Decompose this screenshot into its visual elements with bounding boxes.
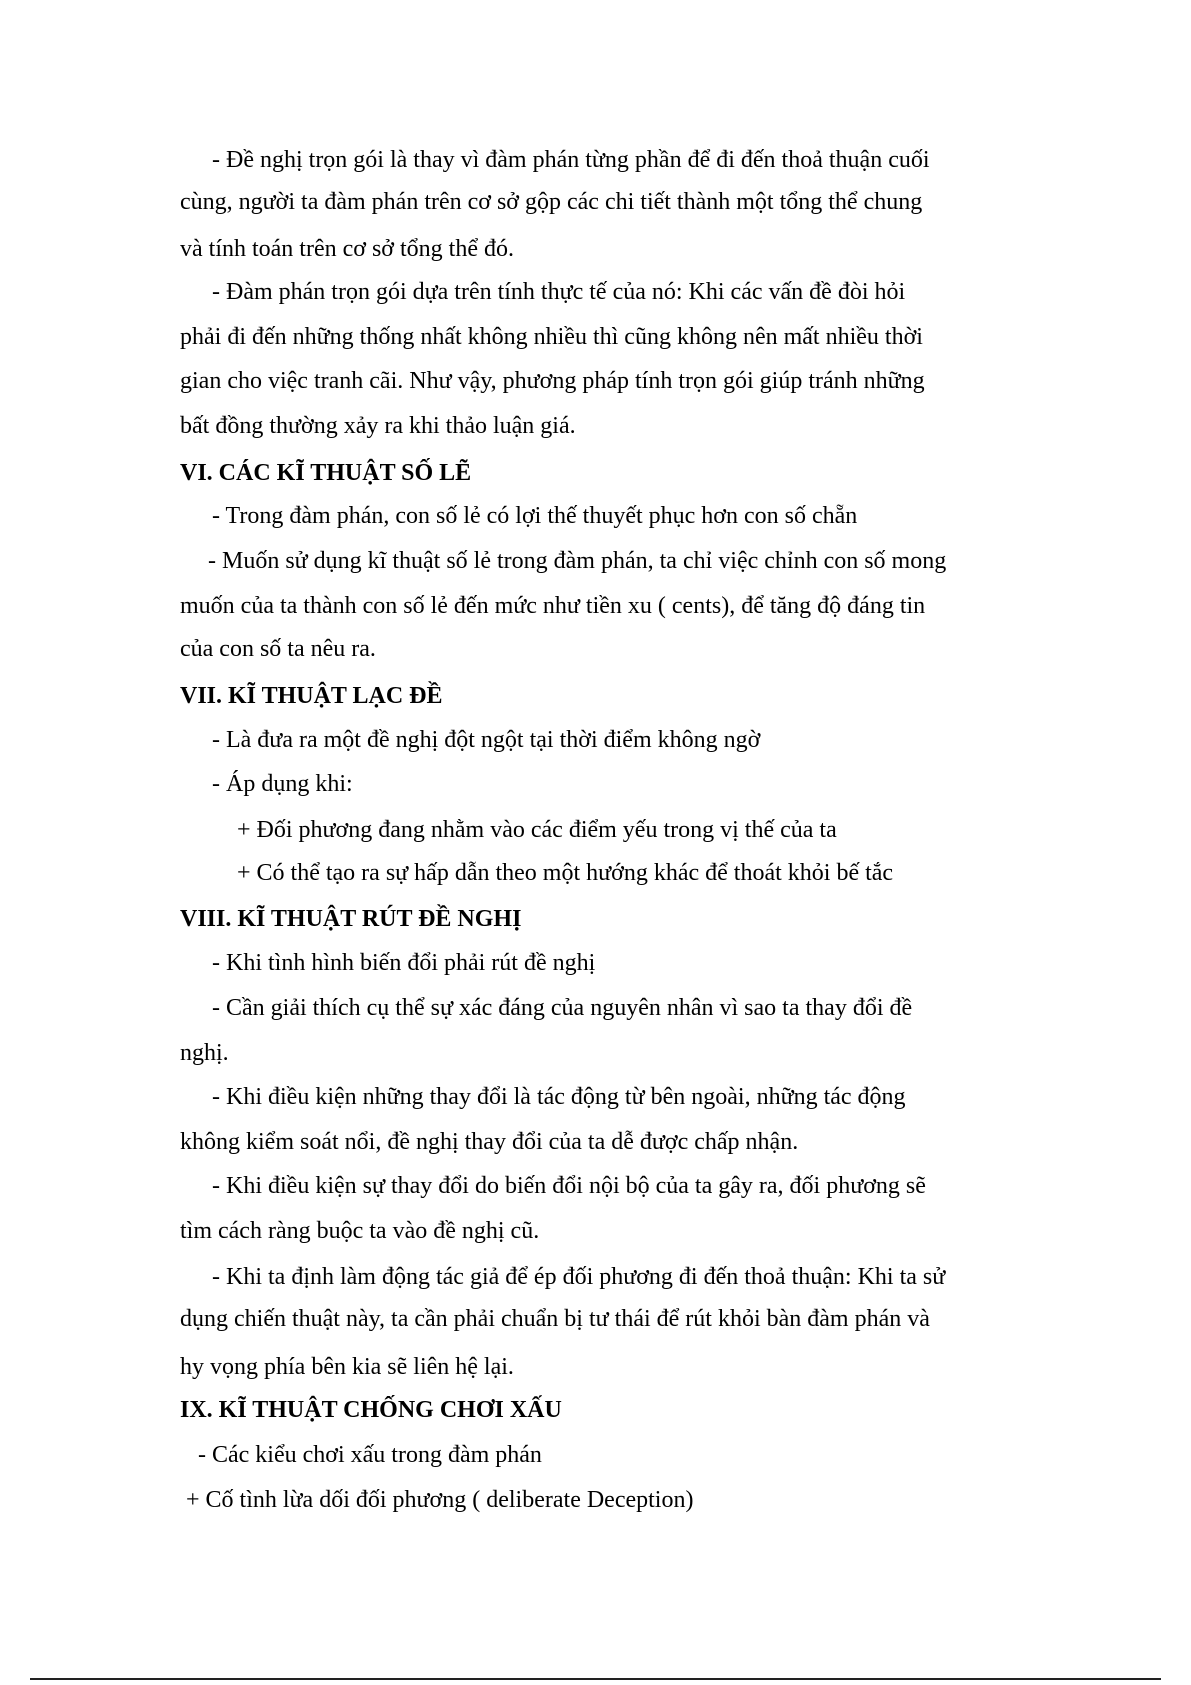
paragraph-line: - Áp dụng khi:	[212, 771, 353, 797]
paragraph-line: - Khi tình hình biến đổi phải rút đề nghị	[212, 950, 596, 976]
paragraph-line: - Khi điều kiện những thay đổi là tác động từ bên ngoài, những tác động	[212, 1084, 906, 1110]
section-heading-vii: VII. KĨ THUẬT LẠC ĐỀ	[180, 683, 443, 709]
paragraph-line: - Muốn sử dụng kĩ thuật số lẻ trong đàm phán, ta chỉ việc chỉnh con số mong	[208, 548, 947, 574]
paragraph-line: - Đề nghị trọn gói là thay vì đàm phán từng phần để đi đến thoả thuận cuối	[212, 147, 930, 173]
paragraph-line: và tính toán trên cơ sở tổng thể đó.	[180, 236, 514, 262]
paragraph-line: của con số ta nêu ra.	[180, 636, 376, 662]
paragraph-line: muốn của ta thành con số lẻ đến mức như tiền xu ( cents), để tăng độ đáng tin	[180, 593, 926, 619]
paragraph-line: không kiểm soát nổi, đề nghị thay đổi của ta dễ được chấp nhận.	[180, 1129, 799, 1155]
section-heading-viii: VIII. KĨ THUẬT RÚT ĐỀ NGHỊ	[180, 906, 522, 932]
paragraph-line: phải đi đến những thống nhất không nhiều thì cũng không nên mất nhiều thời	[180, 324, 923, 350]
paragraph-line: - Là đưa ra một đề nghị đột ngột tại thời điểm không ngờ	[212, 727, 761, 753]
paragraph-line: - Cần giải thích cụ thể sự xác đáng của nguyên nhân vì sao ta thay đổi đề	[212, 995, 913, 1021]
section-heading-vi: VI. CÁC KĨ THUẬT SỐ LẼ	[180, 460, 472, 486]
paragraph-line: - Khi ta định làm động tác giả để ép đối phương đi đến thoả thuận: Khi ta sử	[212, 1264, 946, 1290]
footer-rule	[30, 1678, 1161, 1680]
paragraph-line: - Trong đàm phán, con số lẻ có lợi thế thuyết phục hơn con số chẵn	[212, 503, 858, 529]
paragraph-line: nghị.	[180, 1040, 229, 1066]
paragraph-line: cùng, người ta đàm phán trên cơ sở gộp các chi tiết thành một tổng thể chung	[180, 189, 923, 215]
paragraph-line: - Khi điều kiện sự thay đổi do biến đổi nội bộ của ta gây ra, đối phương sẽ	[212, 1173, 926, 1199]
sub-bullet-line: + Có thể tạo ra sự hấp dẫn theo một hướng khác để thoát khỏi bế tắc	[237, 860, 894, 886]
sub-bullet-line: + Cố tình lừa dối đối phương ( deliberate Deception)	[186, 1487, 694, 1513]
paragraph-line: gian cho việc tranh cãi. Như vậy, phương pháp tính trọn gói giúp tránh những	[180, 368, 925, 394]
section-heading-ix: IX. KĨ THUẬT CHỐNG CHƠI XẤU	[180, 1397, 562, 1423]
paragraph-line: hy vọng phía bên kia sẽ liên hệ lại.	[180, 1354, 514, 1380]
sub-bullet-line: + Đối phương đang nhằm vào các điểm yếu trong vị thế của ta	[237, 817, 837, 843]
paragraph-line: bất đồng thường xảy ra khi thảo luận giá.	[180, 413, 576, 439]
paragraph-line: - Các kiểu chơi xấu trong đàm phán	[198, 1442, 542, 1468]
paragraph-line: tìm cách ràng buộc ta vào đề nghị cũ.	[180, 1218, 540, 1244]
paragraph-line: dụng chiến thuật này, ta cần phải chuẩn bị tư thái để rút khỏi bàn đàm phán và	[180, 1306, 930, 1332]
paragraph-line: - Đàm phán trọn gói dựa trên tính thực tế của nó: Khi các vấn đề đòi hỏi	[212, 279, 906, 305]
